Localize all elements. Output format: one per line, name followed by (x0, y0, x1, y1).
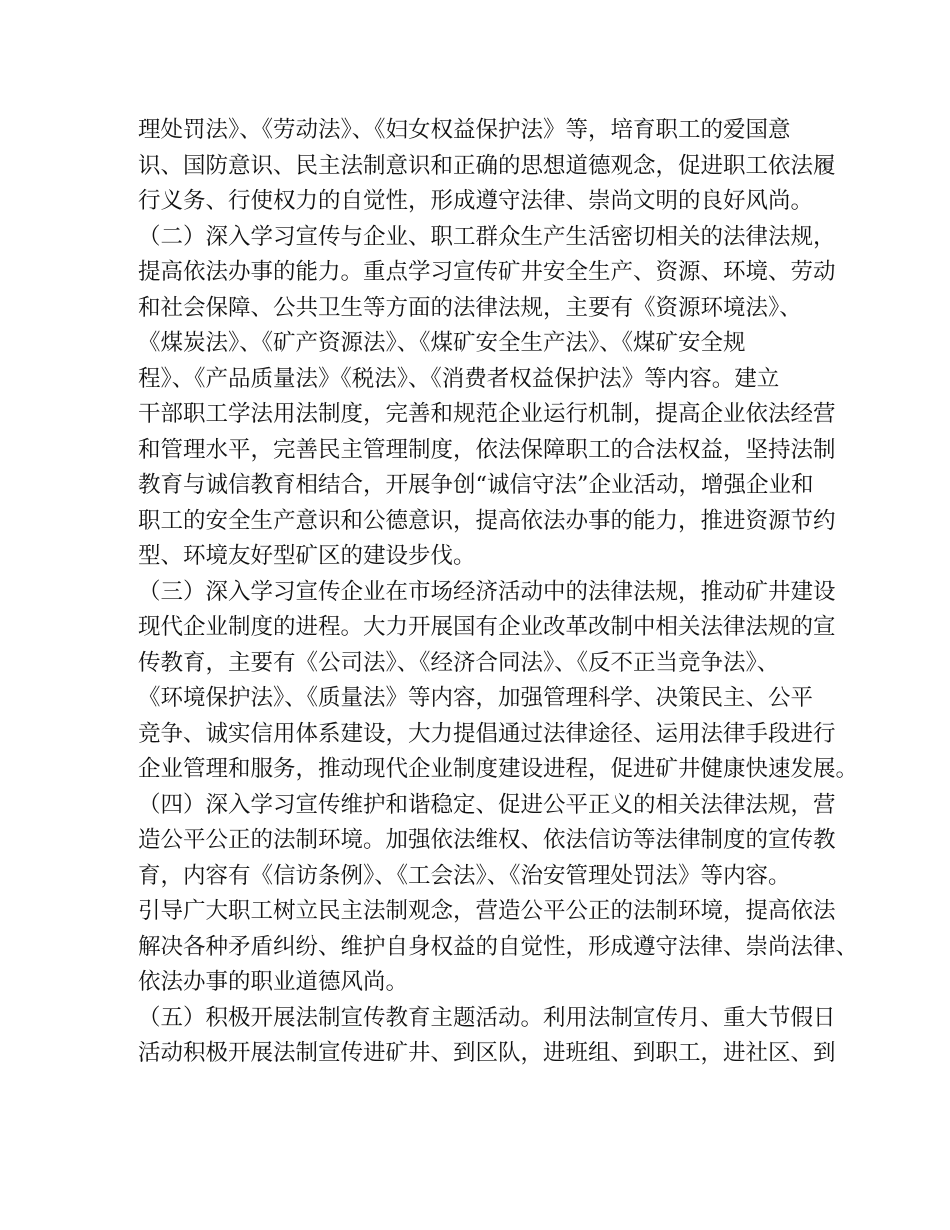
text-line-6: 和社会保障、公共卫生等方面的法律法规，主要有《资源环境法》、 (138, 294, 802, 321)
text-line-15: 现代企业制度的进程。大力开展国有企业改革改制中相关法律法规的宣 (138, 614, 836, 640)
text-line-18: 竞争、诚实信用体系建设，大力提倡通过法律途径、运用法律手段进行 (138, 720, 836, 747)
text-line-20: （四）深入学习宣传维护和谐稳定、促进公平正义的相关法律法规，营 (138, 791, 836, 818)
text-line-17: 《环境保护法》、《质量法》等内容，加强管理科学、决策民主、公平 (138, 685, 814, 711)
text-line-7: 《煤炭法》、《矿产资源法》、《煤矿安全生产法》、《煤矿安全规 (138, 330, 746, 356)
text-line-12: 职工的安全生产意识和公德意识，提高依法办事的能力，推进资源节约 (138, 507, 836, 534)
text-line-26: （五）积极开展法制宣传教育主题活动。利用法制宣传月、重大节假日 (138, 1004, 836, 1031)
text-line-5: 提高依法办事的能力。重点学习宣传矿井安全生产、资源、环境、劳动 (138, 259, 836, 285)
text-line-16: 传教育，主要有《公司法》、《经济合同法》、《反不正当竞争法》、 (138, 649, 780, 676)
text-line-2: 识、国防意识、民主法制意识和正确的思想道德观念，促进职工依法履 (138, 152, 836, 179)
text-line-8: 程》、《产品质量法》《税法》、《消费者权益保护法》等内容。建立 (138, 365, 780, 392)
text-line-13: 型、环境友好型矿区的建设步伐。 (138, 543, 476, 569)
text-line-21: 造公平公正的法制环境。加强依法维权、依法信访等法律制度的宣传教 (138, 827, 836, 853)
text-line-19: 企业管理和服务，推动现代企业制度建设进程，促进矿井健康快速发展。 (138, 756, 859, 782)
text-line-9: 干部职工学法用法制度，完善和规范企业运行机制，提高企业依法经营 (138, 401, 836, 427)
text-line-3: 行义务、行使权力的自觉性，形成遵守法律、崇尚文明的良好风尚。 (138, 188, 814, 214)
text-line-22: 育，内容有《信访条例》、《工会法》、《治安管理处罚法》等内容。 (138, 862, 791, 889)
text-line-23: 引导广大职工树立民主法制观念，营造公平公正的法制环境，提高依法 (138, 898, 836, 924)
text-line-24: 解决各种矛盾纠纷、维护自身权益的自觉性，形成遵守法律、崇尚法律、 (138, 933, 859, 960)
document-body (138, 113, 859, 1072)
text-line-1: 理处罚法》、《劳动法》、《妇女权益保护法》等，培育职工的爱国意 (138, 117, 791, 143)
text-line-11: 教育与诚信教育相结合，开展争创“诚信守法”企业活动，增强企业和 (138, 472, 814, 498)
text-line-14: （三）深入学习宣传企业在市场经济活动中的法律法规，推动矿井建设 (138, 578, 836, 605)
text-line-10: 和管理水平，完善民主管理制度，依法保障职工的合法权益，坚持法制 (138, 436, 836, 463)
text-line-4: （二）深入学习宣传与企业、职工群众生产生活密切相关的法律法规， (138, 223, 836, 250)
text-line-25: 依法办事的职业道德风尚。 (138, 969, 409, 995)
text-line-27: 活动积极开展法制宣传进矿井、到区队，进班组、到职工，进社区、到 (138, 1040, 836, 1066)
